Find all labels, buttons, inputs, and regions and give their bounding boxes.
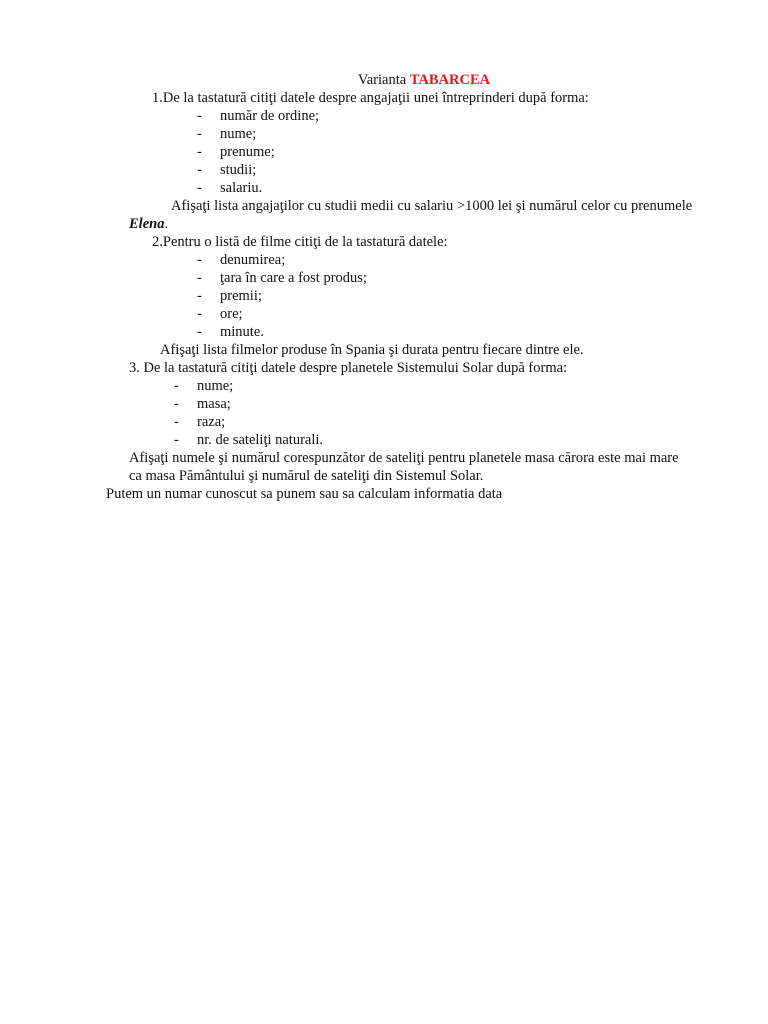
- task1-field: număr de ordine;: [220, 108, 320, 124]
- period: .: [164, 216, 169, 232]
- task2-heading: 2.Pentru o listă de filme citiţi de la tastatură datele:: [152, 234, 448, 250]
- task2-field: minute.: [220, 324, 264, 340]
- list-dash: -: [197, 180, 202, 196]
- task3-request-cont: ca masa Pământului şi numărul de sateliţi din Sistemul Solar.: [129, 468, 484, 484]
- list-dash: -: [197, 270, 202, 286]
- task2-field: ţara în care a fost produs;: [220, 270, 367, 286]
- task3-request: Afişaţi numele şi numărul corespunzător de sateliţi pentru planetele masa cărora este mai mare: [129, 450, 679, 466]
- list-dash: -: [197, 306, 202, 322]
- task2-field: ore;: [220, 306, 243, 322]
- task1-field: studii;: [220, 162, 257, 178]
- task3-heading: 3. De la tastatură citiţi datele despre planetele Sistemului Solar după forma:: [129, 360, 568, 376]
- list-dash: -: [197, 108, 202, 124]
- task2-field: premii;: [220, 288, 262, 304]
- task1-request-end: [129, 216, 168, 233]
- task2-field: denumirea;: [220, 252, 286, 268]
- list-dash: -: [197, 252, 202, 268]
- title-name: TABARCEA: [409, 72, 491, 88]
- list-dash: -: [174, 432, 179, 448]
- task1-field: nume;: [220, 126, 257, 142]
- task3-field: nr. de sateliţi naturali.: [197, 432, 324, 448]
- list-dash: -: [197, 126, 202, 142]
- task1-field: salariu.: [220, 180, 263, 196]
- page-title: [0, 72, 768, 89]
- list-dash: -: [174, 378, 179, 394]
- task1-heading: 1.De la tastatură citiţi datele despre angajaţii unei întreprinderi după forma:: [152, 90, 589, 106]
- list-dash: -: [197, 324, 202, 340]
- task3-field: raza;: [197, 414, 226, 430]
- list-dash: -: [197, 144, 202, 160]
- title-prefix: Varianta: [357, 72, 407, 88]
- task1-request: Afişaţi lista angajaţilor cu studii medii cu salariu >1000 lei şi numărul celor cu prenumele: [171, 198, 693, 214]
- closing-note: Putem un numar cunoscut sa punem sau sa calculam informatia data: [106, 486, 503, 502]
- list-dash: -: [197, 162, 202, 178]
- task1-field: prenume;: [220, 144, 275, 160]
- highlighted-name: Elena: [129, 216, 165, 232]
- task2-request: Afişaţi lista filmelor produse în Spania şi durata pentru fiecare dintre ele.: [160, 342, 584, 358]
- task3-field: nume;: [197, 378, 234, 394]
- list-dash: -: [174, 414, 179, 430]
- list-dash: -: [174, 396, 179, 412]
- task3-field: masa;: [197, 396, 231, 412]
- list-dash: -: [197, 288, 202, 304]
